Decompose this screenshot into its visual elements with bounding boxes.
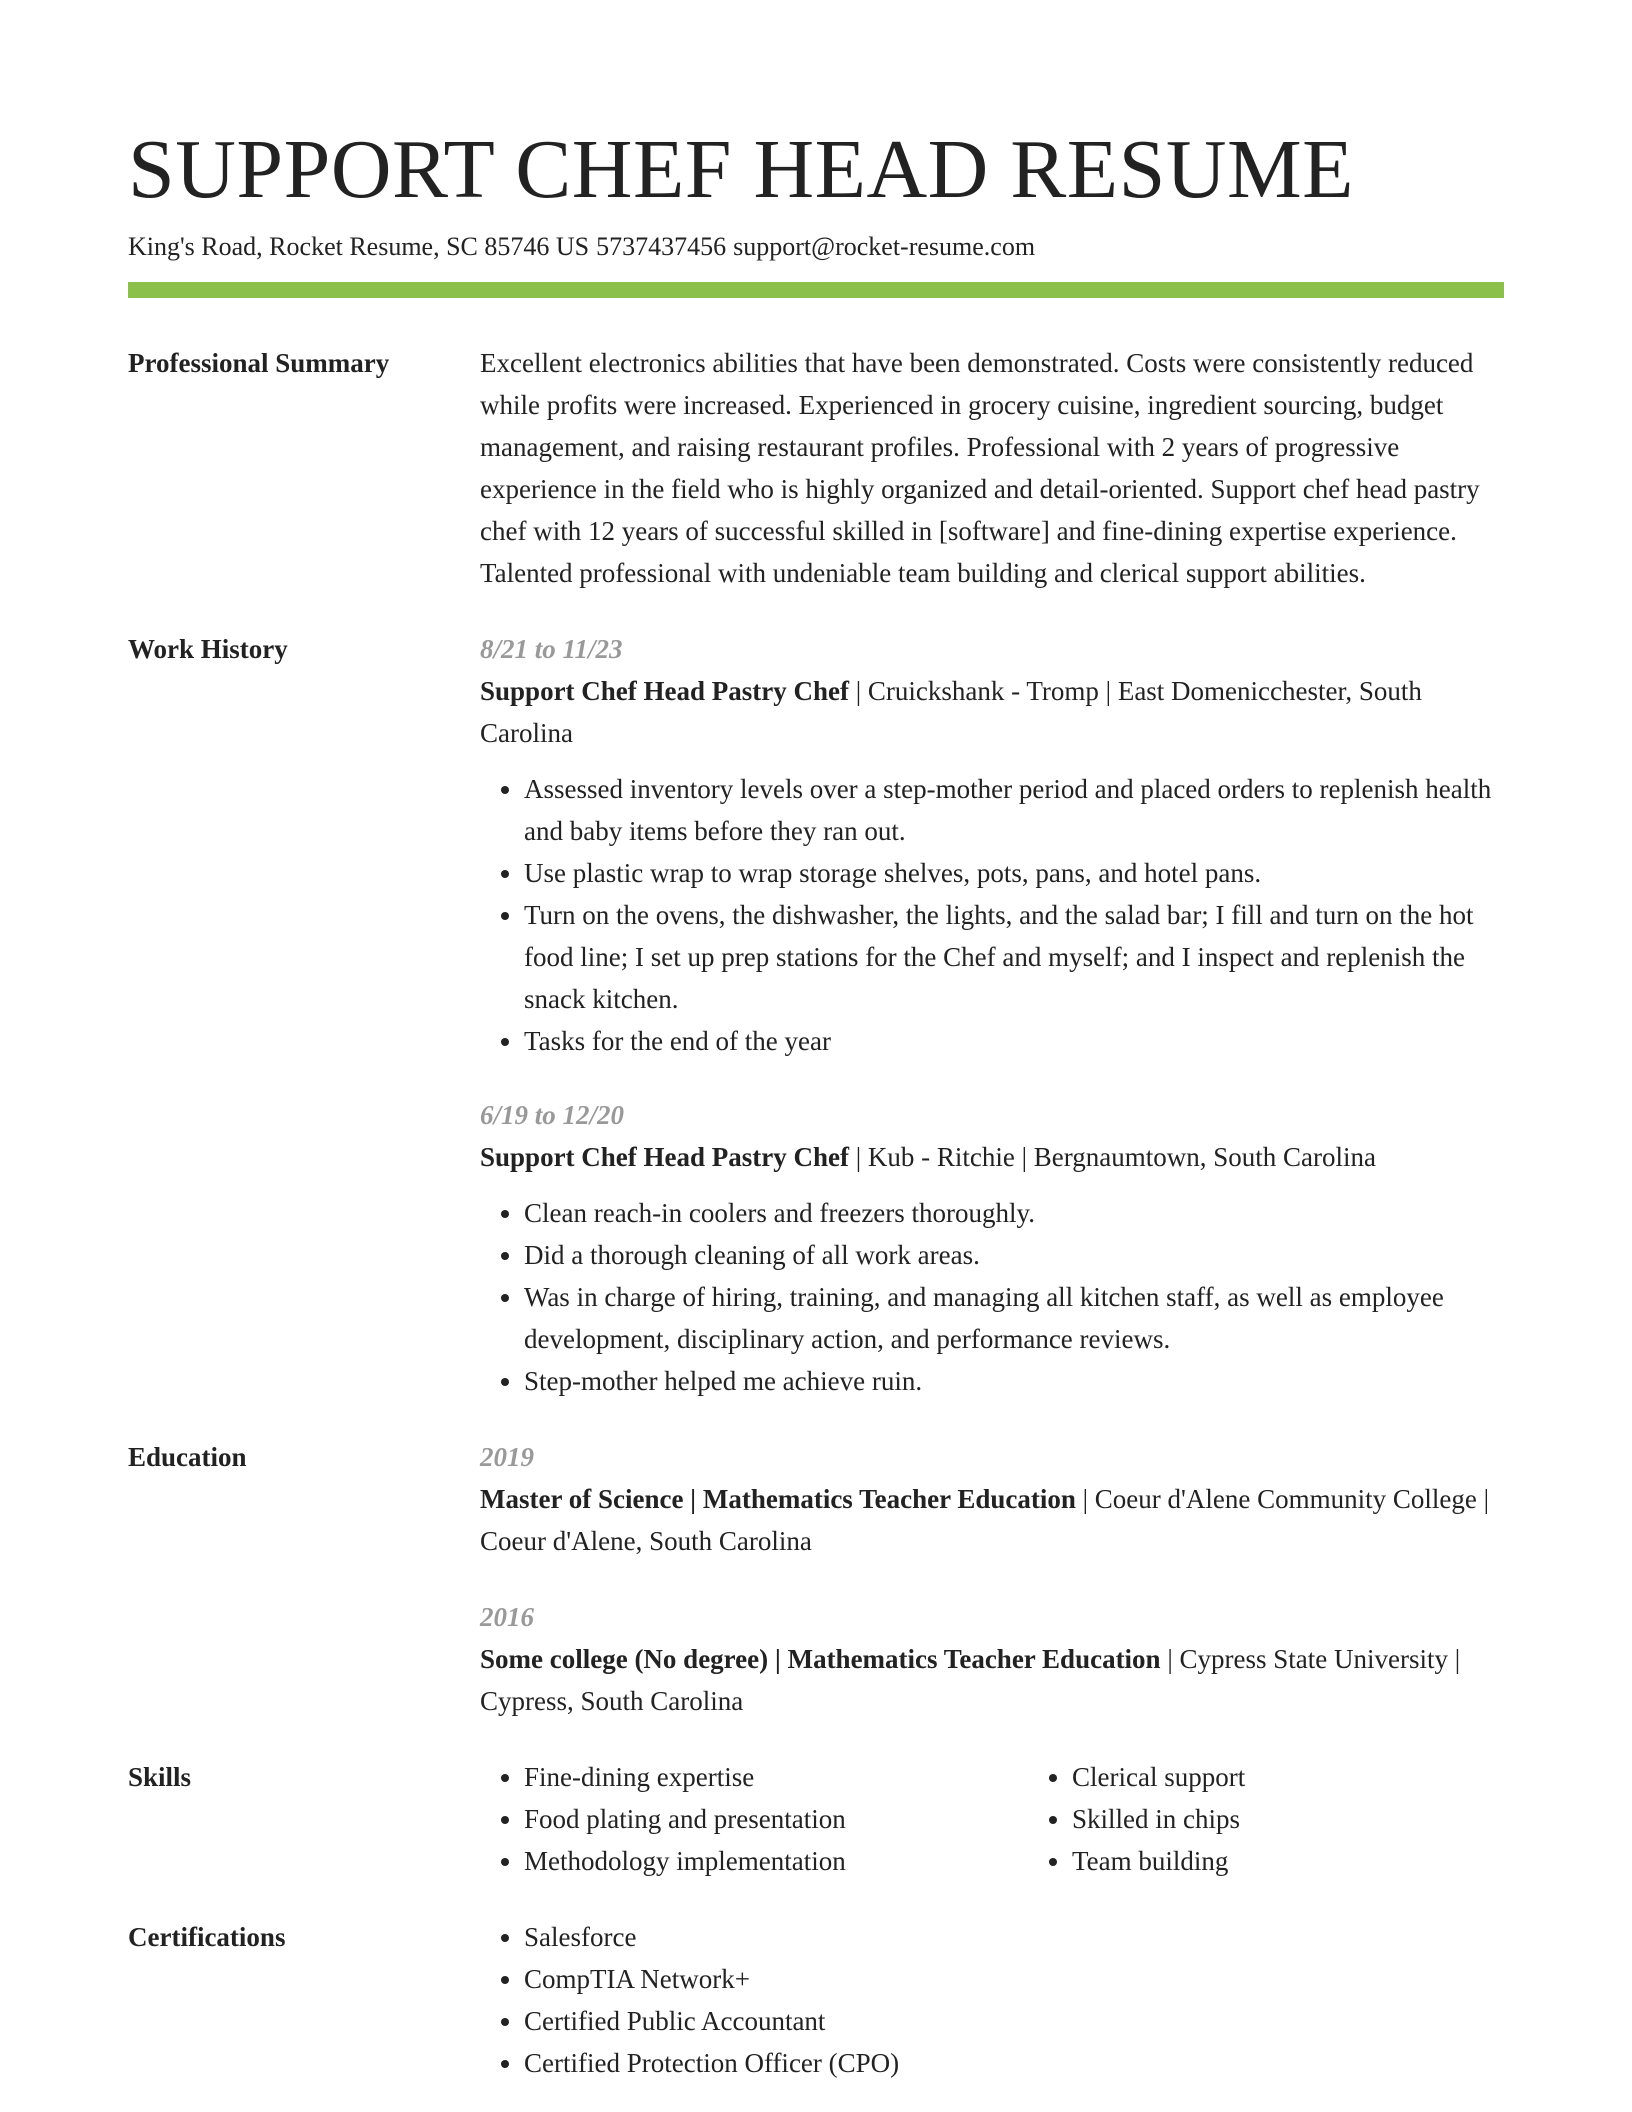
education-degree: Some college (No degree) | Mathematics Teacher Education bbox=[480, 1644, 1161, 1674]
job-entry bbox=[480, 1094, 1504, 1402]
list-item: • Tasks for the end of the year bbox=[524, 1020, 1504, 1062]
list-item: • Turn on the ovens, the dishwasher, the lights, and the salad bar; I fill and turn on the hot food line; I set up prep stations for the Chef and myself; and I inspect and replenish the snack kitchen. bbox=[524, 894, 1504, 1020]
section-label: Certifications bbox=[128, 1922, 286, 1952]
list-item: • Salesforce bbox=[524, 1916, 1504, 1958]
education-details: | Cypress State University | Cypress, South Carolina bbox=[480, 1644, 1461, 1716]
section-label: Education bbox=[128, 1442, 247, 1472]
section-label: Professional Summary bbox=[128, 348, 390, 378]
contact-phone: 5737437456 bbox=[596, 232, 727, 261]
list-item: • Team building bbox=[1072, 1840, 1532, 1882]
job-dates: 8/21 to 11/23 bbox=[480, 634, 623, 664]
skills-columns bbox=[480, 1756, 1532, 1882]
skills-column bbox=[1028, 1756, 1532, 1882]
header-divider bbox=[128, 282, 1504, 298]
education-entry bbox=[480, 1596, 1504, 1722]
list-item: • Clerical support bbox=[1072, 1756, 1532, 1798]
contact-email: support@rocket-resume.com bbox=[733, 232, 1036, 261]
list-item: • Assessed inventory levels over a step-mother period and placed orders to replenish health and baby items before they ran out. bbox=[524, 768, 1504, 852]
section-professional-summary bbox=[128, 342, 1504, 628]
certifications-list bbox=[480, 1916, 1504, 2084]
skills-column bbox=[480, 1756, 1028, 1882]
education-degree: Master of Science | Mathematics Teacher Education bbox=[480, 1484, 1076, 1514]
list-item: • Clean reach-in coolers and freezers thoroughly. bbox=[524, 1192, 1504, 1234]
resume-title: SUPPORT CHEF HEAD RESUME bbox=[128, 123, 1354, 216]
education-year: 2016 bbox=[480, 1602, 534, 1632]
list-item: • CompTIA Network+ bbox=[524, 1958, 1504, 2000]
list-item: • Did a thorough cleaning of all work areas. bbox=[524, 1234, 1504, 1276]
section-work-history bbox=[128, 628, 1504, 1436]
job-bullets bbox=[480, 768, 1504, 1062]
education-heading bbox=[480, 1638, 1504, 1722]
education-year: 2019 bbox=[480, 1442, 534, 1472]
job-heading bbox=[480, 1136, 1504, 1178]
job-details: | Kub - Ritchie | Bergnaumtown, South Carolina bbox=[849, 1142, 1377, 1172]
list-item: • Certified Protection Officer (CPO) bbox=[524, 2042, 1504, 2084]
section-certifications bbox=[128, 1916, 1504, 2084]
section-skills bbox=[128, 1756, 1504, 1882]
list-item: • Food plating and presentation bbox=[524, 1798, 1028, 1840]
list-item: • Skilled in chips bbox=[1072, 1798, 1532, 1840]
job-dates: 6/19 to 12/20 bbox=[480, 1100, 625, 1130]
list-item: • Methodology implementation bbox=[524, 1840, 1028, 1882]
list-item: • Use plastic wrap to wrap storage shelves, pots, pans, and hotel pans. bbox=[524, 852, 1504, 894]
contact-address: King's Road, Rocket Resume, SC 85746 US bbox=[128, 232, 590, 261]
resume-page bbox=[128, 120, 1504, 2084]
contact-line bbox=[128, 230, 1504, 264]
list-item: • Certified Public Accountant bbox=[524, 2000, 1504, 2042]
job-entry bbox=[480, 628, 1504, 1062]
list-item: • Was in charge of hiring, training, and managing all kitchen staff, as well as employee development, disciplinary action, and performance reviews. bbox=[524, 1276, 1504, 1360]
education-details: | Coeur d'Alene Community College | Coeur d'Alene, South Carolina bbox=[480, 1484, 1489, 1556]
section-education bbox=[128, 1436, 1504, 1756]
job-title: Support Chef Head Pastry Chef bbox=[480, 1142, 849, 1172]
summary-text: Excellent electronics abilities that have been demonstrated. Costs were consistently reduced while profits were increased. Experienced in grocery cuisine, ingredient sourcing, budget management, and raising restaurant profiles. Professional with 2 years of progressive experience in the field who is highly organized and detail-oriented. Support chef head pastry chef with 12 years of successful skilled in [software] and fine-dining expertise experience. Talented professional with undeniable team building and clerical support abilities. bbox=[480, 348, 1480, 588]
job-details: | Cruickshank - Tromp | East Domenicchester, South Carolina bbox=[480, 676, 1422, 748]
section-label: Work History bbox=[128, 634, 288, 664]
job-bullets bbox=[480, 1192, 1504, 1402]
education-heading bbox=[480, 1478, 1504, 1562]
list-item: • Step-mother helped me achieve ruin. bbox=[524, 1360, 1504, 1402]
job-heading bbox=[480, 670, 1504, 754]
education-entry bbox=[480, 1436, 1504, 1562]
job-title: Support Chef Head Pastry Chef bbox=[480, 676, 849, 706]
section-label: Skills bbox=[128, 1762, 192, 1792]
list-item: • Fine-dining expertise bbox=[524, 1756, 1028, 1798]
